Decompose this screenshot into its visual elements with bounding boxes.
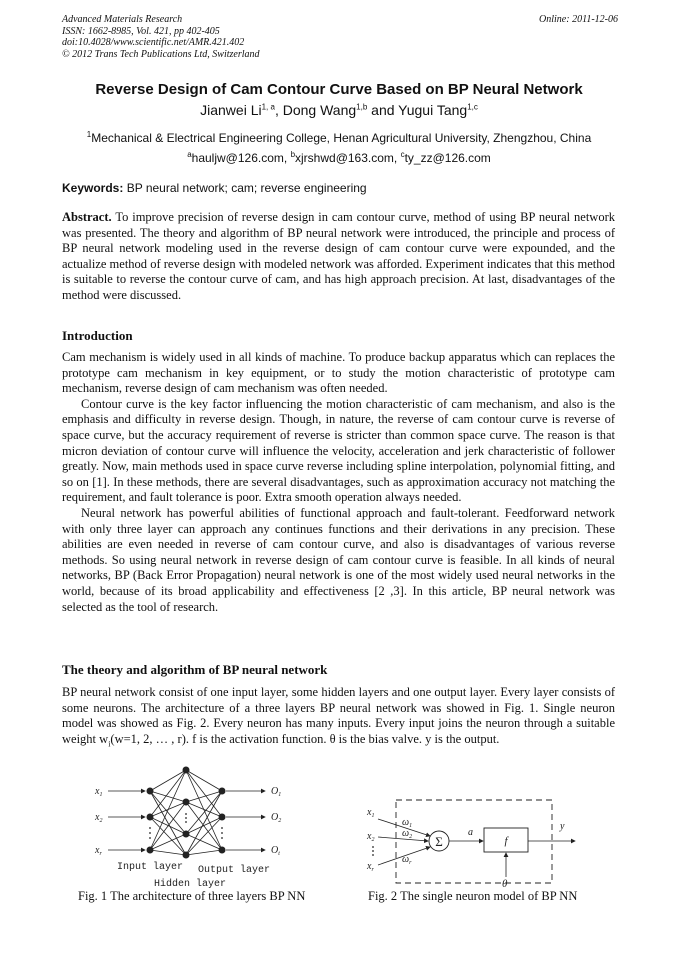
input-label: $x_2$ [95, 812, 103, 824]
input-label: $x_r$ [95, 845, 102, 857]
network-connections [150, 770, 222, 855]
doi: doi:10.4028/www.scientific.net/AMR.421.402 [62, 37, 245, 48]
figure-1-bp-network-diagram [90, 762, 335, 890]
activation-label: f [504, 835, 508, 847]
email-link[interactable]: ty_zz@126.com [404, 151, 491, 165]
abstract: Abstract. To improve precision of reverse design in cam contour curve, method of using BP neural network was presented. The theory and algorithm of BP neural network were introduced, the principle and process of BP neural network modeling used in the reverse design of cam contour curve were expounded, and the actualize method of reverse design with modeled network was afforded. Experiment indicates that this method is suitable to reverse the contour curve of cam, and has high approach precision. At last, disadvantages of the method were discussed. [62, 210, 615, 302]
figure-2-caption: Fig. 2 The single neuron model of BP NN [368, 889, 578, 903]
author: Dong Wang$^{1,b}$ and [282, 102, 399, 118]
net-input-label: a [468, 827, 473, 838]
keywords: Keywords: BP neural network; cam; reverse engineering [62, 181, 367, 195]
author-emails: $^a$hauljw@126.com, $^b$xjrshwd@163.com, $^c$ty_zz@126.com [187, 150, 491, 165]
input-label: $x_r$ [367, 861, 374, 873]
ellipsis-dots [372, 846, 374, 856]
weight-label: $\omega_1$ [402, 817, 413, 829]
online-date: Online: 2011-12-06 [539, 14, 618, 25]
output-y-label: y [560, 821, 565, 832]
bias-theta-label: θ [502, 878, 508, 890]
input-label: $x_1$ [95, 786, 103, 798]
theory-paragraph: BP neural network consist of one input layer, some hidden layers and one output layer. Every layer consists of some neurons. The architecture of a three layers BP neural network was showed in Fig. 1. Single neuron model was showed as Fig. 2. Every neuron has many inputs. Every input joins the neuron through a suitable weight $w_i(w=1$, 2, … , r). f is the activation function. θ is the bias valve. y is the output. [62, 685, 615, 749]
author: Jianwei Li$^{1, a}$, [200, 102, 283, 118]
output-layer-label: Output layer [198, 865, 271, 876]
paper-title: Reverse Design of Cam Contour Curve Based on BP Neural Network [95, 81, 583, 98]
email-link[interactable]: xjrshwd@163.com [295, 151, 394, 165]
output-label: $O_t$ [271, 845, 280, 857]
author-list [0, 102, 678, 118]
hidden-layer-label: Hidden layer [154, 879, 227, 890]
figure-1-caption: Fig. 1 The architecture of three layers BP NN [78, 889, 306, 903]
keywords-label: Keywords: [62, 181, 124, 195]
neurons [147, 767, 226, 859]
journal-header [62, 14, 618, 60]
weight-label: $\omega_r$ [402, 854, 412, 866]
output-label: $O_2$ [271, 812, 282, 824]
input-layer-label: Input layer [117, 862, 184, 873]
weight-label: $\omega_2$ [402, 828, 413, 840]
issn: ISSN: 1662-8985, Vol. 421, pp 402-405 [62, 25, 220, 37]
output-label: $O_1$ [271, 786, 282, 798]
input-label: $x_1$ [367, 807, 375, 819]
neuron-boundary [396, 800, 552, 883]
abstract-label: Abstract. [62, 210, 112, 224]
author: Yugui Tang$^{1,c}$ [398, 102, 478, 118]
email-link[interactable]: hauljw@126.com [191, 151, 284, 165]
section-heading-introduction: Introduction [62, 328, 133, 343]
journal-name: Advanced Materials Research [62, 14, 183, 25]
section-heading-theory: The theory and algorithm of BP neural network [62, 662, 328, 677]
intro-paragraph: Cam mechanism is widely used in all kinds of machine. To produce backup apparatus which can replaces the prototype cam mechanism in key equipment, or to study the motion characteristic of prototype cam mechanism, reverse design of cam mechanism was often needed. Contour curve is the key factor influencing the motion characteristic of cam mechanism, and also is the emphasis and difficulty in reverse design. Though, in nature, the reverse of cam contour curve is reverse of space curve, but the accuracy requirement of reverse is stricter than common space curve. The reason is that micron deviation of contour curve will influence the velocity, acceleration and jerk characteristic of follower greatly. Now, main methods used in space curve reverse including spline interpolation, polynomial fitting, and so on [1]. In these methods, there are several disadvantages, such as approximation accuracy not matching the requirement, and fault tolerance is poor. Extra smooth operation always needed. Neural network has powerful abilities of functional approach and fault-tolerant. Feedforward network with only three layer can approach any continues functions and their derivations in any precision. These abilities are even needed in reverse of cam contour curve, and also is disadvantages of various reverse methods. So using neural network in reverse design of cam contour curve is feasible. In all kinds of neural networks, BP (Back Error Propagation) neural network is one of the most widely used neural networks in the world, because of its broad applicability and effectiveness [2 ,3]. In this article, BP neural network was selected as the tool of research. [62, 350, 615, 614]
figure-2-single-neuron-diagram [360, 795, 590, 890]
affiliation: $^1$Mechanical & Electrical Engineering College, Henan Agricultural University, Zhengzhou, China [86, 130, 592, 145]
copyright: © 2012 Trans Tech Publications Ltd, Switzerland [62, 48, 260, 60]
sum-symbol: Σ [435, 834, 443, 849]
input-label: $x_2$ [367, 831, 375, 843]
